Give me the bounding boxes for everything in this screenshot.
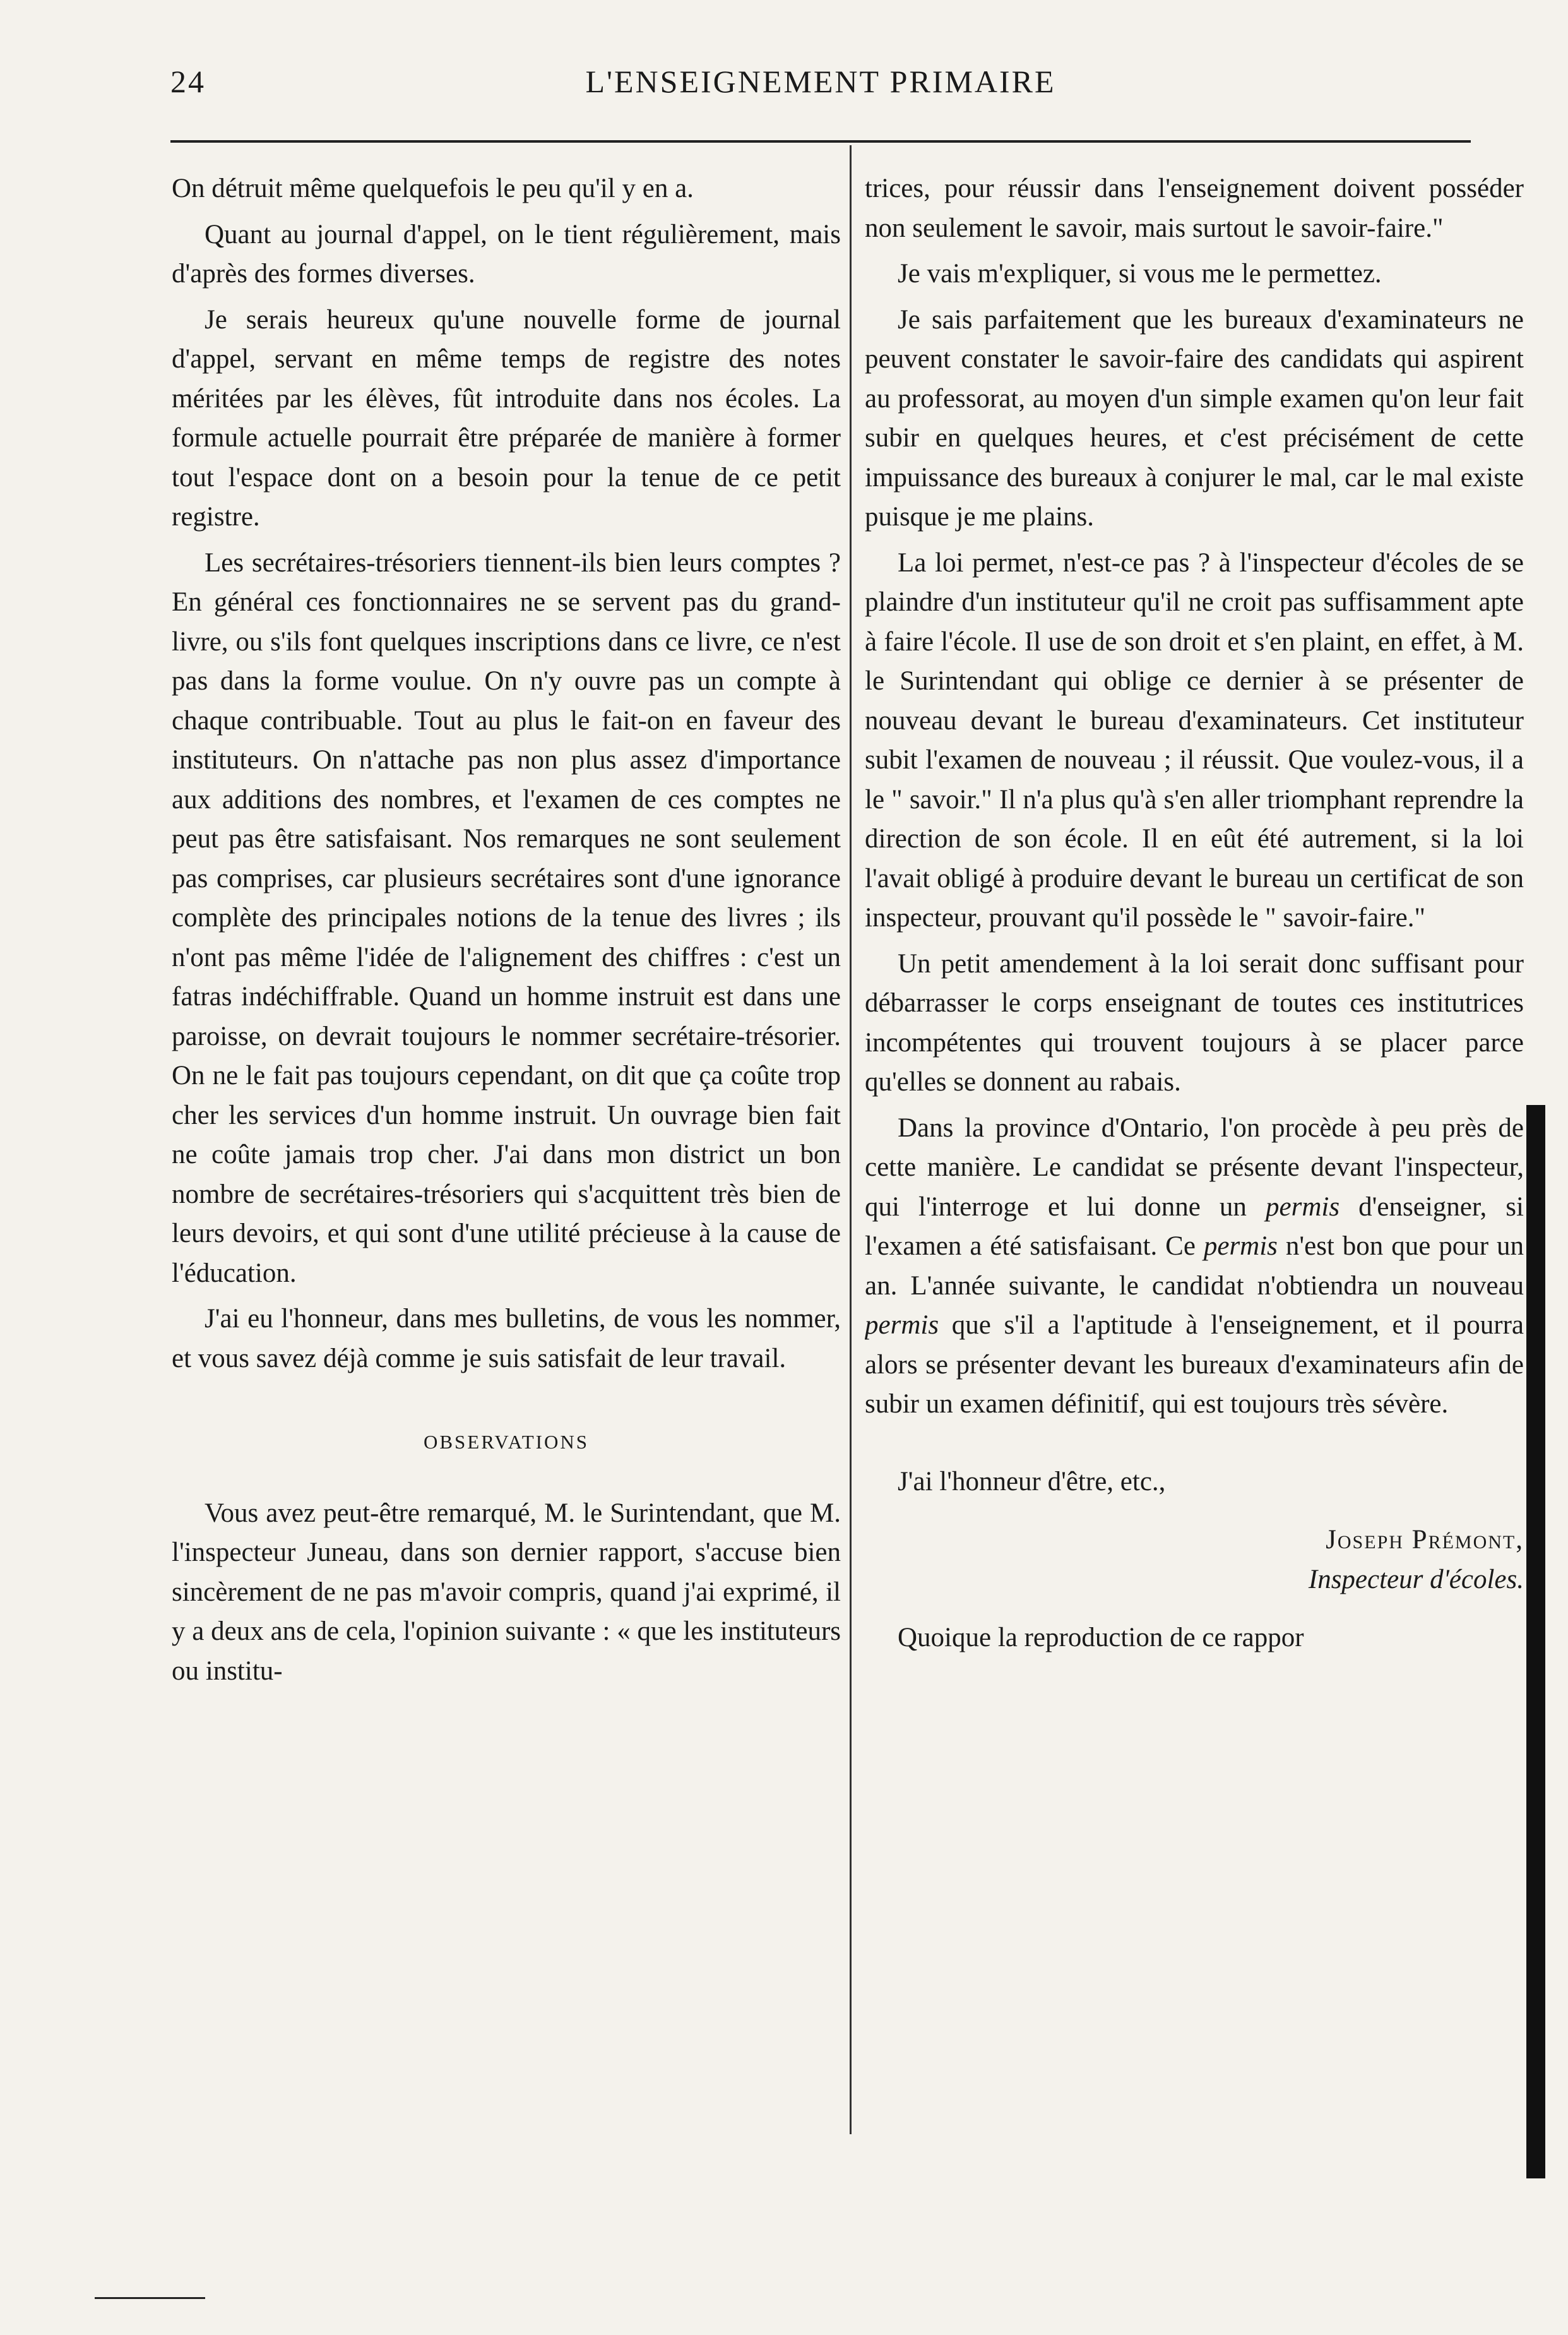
paragraph: Je sais parfaitement que les bureaux d'examinateurs ne peuvent constater le savoir-faire des candidats qui aspirent au professorat, au moyen d'un simple examen qu'on leur fait subir en quelques heures, et c'est précisément de cette impuissance des bureaux à conjurer le mal, car le mal existe puisque je me plains. — [865, 304, 1524, 532]
right-column — [865, 169, 1524, 1664]
paragraph: Un petit amendement à la loi serait donc suffisant pour débarrasser le corps enseignant de toutes ces institutrices incompétentes qui trouvent toujours à se placer parce qu'elles se donnent au rabais. — [865, 948, 1524, 1097]
paragraph: La loi permet, n'est-ce pas ? à l'inspecteur d'écoles de se plaindre d'un instituteur qu'il ne croit pas suffisamment apte à faire l'école. Il use de son droit et s'en plaint, en effet, à M. le Surintendant qui oblige ce dernier à se présenter de nouveau devant le bureau d'examinateurs. Cet instituteur subit l'examen de nouveau ; il réussit. Que voulez-vous, il a le " savoir." Il n'a plus qu'à s'en aller triomphant reprendre la direction de son école. Il en eût été autrement, si la loi l'avait obligé à produire devant le bureau un certificat de son inspecteur, prouvant qu'il possède le " savoir-faire." — [865, 547, 1524, 933]
text-run: d'enseigner, si l'examen a été satisfaisant. Ce — [865, 1191, 1524, 1261]
paragraph: Je serais heureux qu'une nouvelle forme de journal d'appel, servant en même temps de registre des notes méritées par les élèves, fût introduite dans nos écoles. La formule actuelle pourrait être préparée de manière à former tout l'espace dont on a besoin pour la tenue de ce petit registre. — [172, 304, 841, 532]
paragraph: Quoique la reproduction de ce rappor — [898, 1623, 1304, 1652]
paragraph: On détruit même quelquefois le peu qu'il y en a. — [172, 174, 694, 203]
page-edge-shadow — [1526, 1105, 1545, 2178]
paragraph-ontario — [865, 1109, 1524, 1424]
emphasis: permis — [1266, 1191, 1340, 1222]
column-divider — [850, 145, 852, 2134]
page-header — [170, 63, 1471, 114]
text-run: n'est bon que pour un an. L'année suivante, le candidat n'obtiendra un nouveau — [865, 1231, 1524, 1301]
section-heading: OBSERVATIONS — [423, 1431, 590, 1453]
paragraph: Les secrétaires-trésoriers tiennent-ils bien leurs comptes ? En général ces fonctionnaires ne se servent pas du grand-livre, ou s'ils font quelques inscriptions dans ce livre, ce n'est pas dans la forme voulue. On n'y ouvre pas un compte à chaque contribuable. Tout au plus le fait-on en faveur des instituteurs. On n'attache pas non plus assez d'importance aux additions des nombres, et l'examen de ces comptes ne peut pas être satisfaisant. Nos remarques ne sont seulement pas comprises, car plusieurs secrétaires sont d'une ignorance complète des principales notions de la tenue des livres ; ils n'ont pas même l'idée de l'alignement des chiffres : c'est un fatras indéchiffrable. Quand un homme instruit est dans une paroisse, on devrait toujours le nommer secrétaire-trésorier. On ne le fait pas toujours cependant, on dit que ça coûte trop cher les services d'un homme instruit. Un ouvrage bien fait ne coûte jamais trop cher. J'ai dans mon district un bon nombre de secrétaires-trésoriers qui s'acquittent très bien de leurs devoirs, et qui sont d'une utilité précieuse à la cause de l'éducation. — [172, 547, 841, 1288]
header-rule — [170, 140, 1471, 143]
running-title: L'ENSEIGNEMENT PRIMAIRE — [585, 64, 1056, 99]
signature-role: Inspecteur d'écoles. — [1308, 1564, 1524, 1594]
closing-line: J'ai l'honneur d'être, etc., — [898, 1466, 1166, 1496]
emphasis: permis — [1203, 1231, 1278, 1261]
paragraph: Je vais m'expliquer, si vous me le permettez. — [898, 259, 1382, 289]
signature-name: Joseph Prémont, — [1326, 1525, 1524, 1555]
left-column — [172, 169, 841, 1697]
emphasis: permis — [865, 1310, 939, 1340]
page-number: 24 — [170, 64, 206, 99]
paragraph: Quant au journal d'appel, on le tient régulièrement, mais d'après des formes diverses. — [172, 219, 841, 289]
paragraph: Vous avez peut-être remarqué, M. le Surintendant, que M. l'inspecteur Juneau, dans son dernier rapport, s'accuse bien sincèrement de ne pas m'avoir compris, quand j'ai exprimé, il y a deux ans de cela, l'opinion suivante : « que les instituteurs ou institu- — [172, 1498, 841, 1686]
paragraph: J'ai eu l'honneur, dans mes bulletins, de vous les nommer, et vous savez déjà comme je suis satisfait de leur travail. — [172, 1304, 841, 1373]
text-run: Dans la province d'Ontario, l'on procède à peu près de cette manière. Le candidat se présente devant l'inspecteur, qui l'interroge et lui donne un — [865, 1113, 1524, 1222]
paragraph: trices, pour réussir dans l'enseignement doivent posséder non seulement le savoir, mais surtout le savoir-faire." — [865, 174, 1524, 243]
text-run: que s'il a l'aptitude à l'enseignement, et il pourra alors se présenter devant les bureaux d'examinateurs afin de subir un examen définitif, qui est toujours très sévère. — [865, 1310, 1524, 1419]
footer-rule — [95, 2297, 205, 2299]
